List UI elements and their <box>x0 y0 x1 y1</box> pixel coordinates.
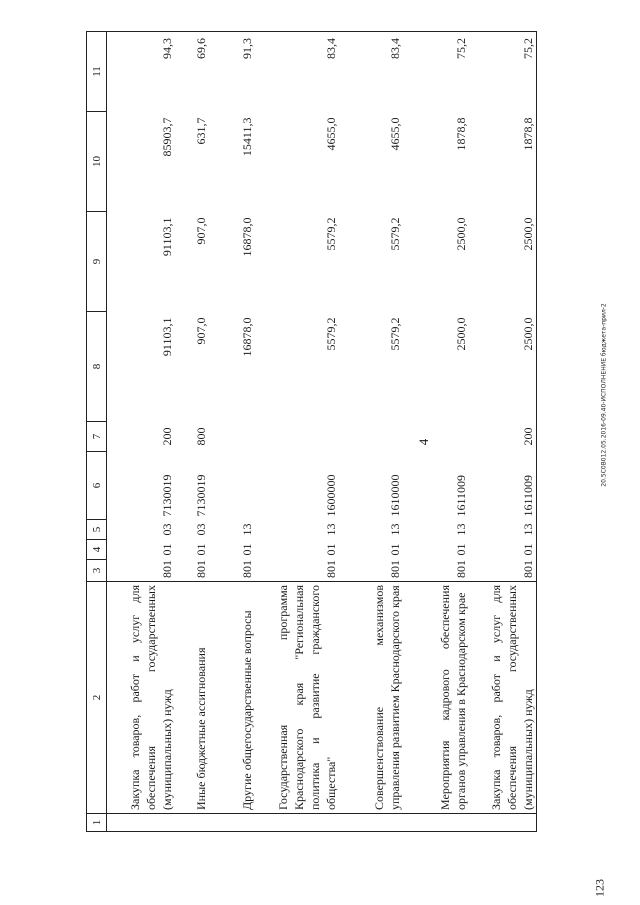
col-header: 7 <box>87 422 107 452</box>
col-header: 1 <box>87 814 107 832</box>
cell-c8: 2500,0 <box>453 317 468 351</box>
row-name: Мероприятия кадрового обеспечения органов управления в Краснодарском крае <box>403 582 469 814</box>
table-row <box>107 32 175 832</box>
col-header: 6 <box>87 452 107 520</box>
cell-c8: 2500,0 <box>469 312 537 422</box>
cell-c7 <box>255 422 339 452</box>
cell-c7 <box>209 422 255 452</box>
cell-c3: 801 <box>469 560 537 582</box>
cell-c5: 13 <box>323 523 338 536</box>
col-header: 2 <box>87 582 107 814</box>
row-name: Закупка товаров, работ и услуг для обеспечения государственных (муниципальных) нужд <box>107 582 175 814</box>
row-name: Совершенствование механизмов управления развитием Краснодарского края <box>339 582 403 814</box>
cell-c10: 631,7 <box>193 117 208 145</box>
cell-c9: 16878,0 <box>239 217 254 257</box>
row-name: Другие общегосударственные вопросы <box>209 582 255 814</box>
row-name: Иные бюджетные ассигнования <box>175 582 209 814</box>
cell-c7 <box>403 422 469 452</box>
cell-c6: 7130019 <box>159 474 174 517</box>
cell-c8: 91103,1 <box>159 317 174 357</box>
table-row <box>339 32 403 832</box>
cell-c3: 801 <box>239 560 254 578</box>
col-header: 11 <box>87 32 107 112</box>
cell-c6: 1611009 <box>453 474 468 517</box>
table-row <box>175 32 209 832</box>
cell-c5: 13 <box>453 523 468 536</box>
col-header: 5 <box>87 520 107 540</box>
col-header: 9 <box>87 212 107 312</box>
cell-c3: 801 <box>453 560 468 578</box>
cell-c4: 01 <box>323 543 338 556</box>
col-header: 8 <box>87 312 107 422</box>
cell-c10: 85903,7 <box>159 117 174 157</box>
cell-c4: 01 <box>387 543 402 556</box>
budget-table <box>86 31 537 832</box>
cell-c6: 1611009 <box>469 452 537 520</box>
col-header: 4 <box>87 540 107 560</box>
cell-c11: 83,4 <box>255 32 339 112</box>
cell-c9: 5579,2 <box>323 217 338 251</box>
cell-c5: 13 <box>239 523 254 536</box>
page-bottom-number: 123 <box>592 879 607 897</box>
column-header-row <box>87 32 107 832</box>
table-row <box>403 32 469 832</box>
cell-c5: 13 <box>387 523 402 536</box>
cell-c7: 200 <box>469 422 537 452</box>
file-stamp: 20.5С0В012.05.2016-09.40-ИСПОЛНЕНИЕ бюджета-прил-2 <box>600 303 608 487</box>
cell-c5: 03 <box>159 523 174 536</box>
cell-c10: 1878,8 <box>469 112 537 212</box>
cell-c3: 801 <box>193 560 208 578</box>
cell-c6: 7130019 <box>193 474 208 517</box>
cell-c6: 1610000 <box>387 474 402 517</box>
cell-c3: 801 <box>159 560 174 578</box>
cell-c5: 03 <box>193 523 208 536</box>
cell-c5: 13 <box>469 520 537 540</box>
row-name: Закупка товаров, работ и услуг для обеспечения государственных (муниципальных) нужд <box>469 582 537 814</box>
cell-c9: 907,0 <box>193 217 208 245</box>
cell-c11: 69,6 <box>175 32 209 112</box>
cell-c6 <box>209 452 255 520</box>
cell-c8: 907,0 <box>193 317 208 345</box>
cell-c8: 16878,0 <box>239 317 254 357</box>
cell-c10: 1878,8 <box>453 117 468 151</box>
cell-c7: 800 <box>193 427 208 446</box>
row-name: Государственная программа Краснодарского края "Региональная политика и развитие гражданского общества" <box>255 582 339 814</box>
cell-c11: 75,2 <box>469 32 537 112</box>
cell-c4: 01 <box>453 543 468 556</box>
cell-c11: 91,3 <box>209 32 255 112</box>
cell-c11: 75,2 <box>403 32 469 112</box>
cell-c8: 5579,2 <box>323 317 338 351</box>
cell-c4: 01 <box>239 543 254 556</box>
cell-c7: 200 <box>159 427 174 446</box>
cell-c3: 801 <box>323 560 338 578</box>
cell-c4: 01 <box>159 543 174 556</box>
cell-c9: 2500,0 <box>469 212 537 312</box>
cell-c9: 2500,0 <box>453 217 468 251</box>
table-row <box>255 32 339 832</box>
cell-c10: 15411,3 <box>239 117 254 157</box>
cell-c9: 91103,1 <box>159 217 174 257</box>
cell-c7 <box>339 422 403 452</box>
col-header: 10 <box>87 112 107 212</box>
table-row <box>469 32 537 832</box>
col-header: 3 <box>87 560 107 582</box>
cell-c11: 83,4 <box>339 32 403 112</box>
budget-table-container <box>86 32 535 832</box>
cell-c6: 1600000 <box>323 474 338 517</box>
cell-c11: 94,3 <box>107 32 175 112</box>
cell-c10: 4655,0 <box>323 117 338 151</box>
cell-c8: 5579,2 <box>387 317 402 351</box>
table-row <box>209 32 255 832</box>
cell-c4: 01 <box>469 540 537 560</box>
cell-c10: 4655,0 <box>387 117 402 151</box>
page-label: 4 <box>416 438 431 446</box>
cell-c4: 01 <box>193 543 208 556</box>
cell-c9: 5579,2 <box>387 217 402 251</box>
cell-c3: 801 <box>387 560 402 578</box>
